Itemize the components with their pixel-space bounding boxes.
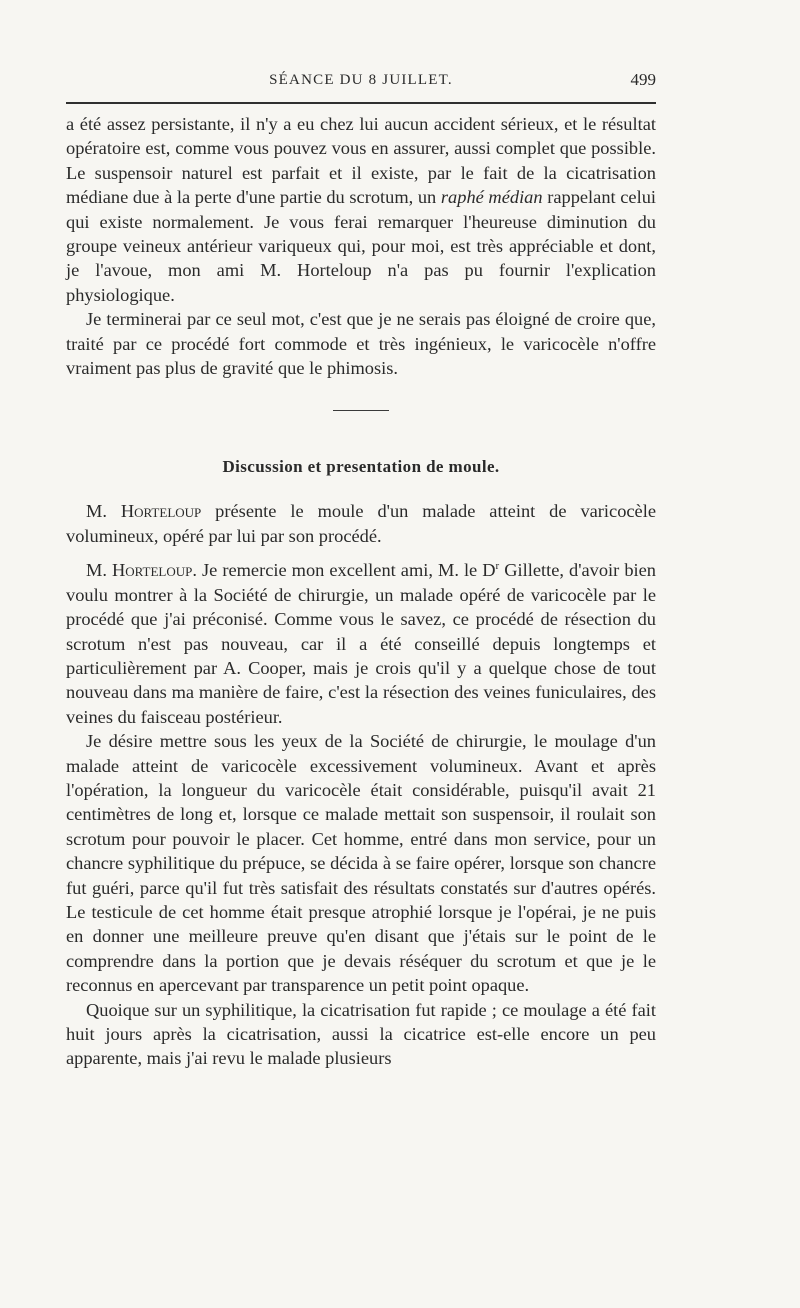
speaker-name: Horteloup bbox=[111, 560, 193, 581]
page-number: 499 bbox=[630, 70, 656, 89]
running-header bbox=[66, 72, 656, 96]
header-rule bbox=[66, 102, 656, 104]
book-page bbox=[66, 72, 656, 1071]
paragraph-5: Je désire mettre sous les yeux de la Société de chirurgie, le moulage d'un malade atteint de varicocèle excessivement volumineux. Avant et après l'opération, la longueur du varicocèle était considérable, puisqu'il avait 21 centimètres de long et, lorsque ce malade mettait son suspensoir, il roulait son scrotum pour pouvoir le placer. Cet homme, entré dans mon service, pour un chancre syphilitique du prépuce, se décida à se faire opérer, lorsque son chancre fut guéri, parce qu'il fut très satisfait des résultats constatés sur d'autres opérés. Le testicule de cet homme était presque atrophié lorsque je l'opérai, je ne puis en donner une meilleure preuve qu'en disant que j'étais sur le point de le comprendre dans la portion que je devais réséquer du scrotum et que je le reconnus en apercevant par transparence un petit point opaque. bbox=[66, 731, 656, 996]
paragraph-1-text-a: a été assez persistante, il n'y a eu chez lui aucun accident sérieux, et le résultat opératoire est, comme vous pouvez vous en assurer, aussi complet que possible. Le suspensoir naturel est parfait et il existe, par le fait de la cicatrisation médiane due à la perte d'une partie du scrotum, un bbox=[66, 114, 656, 208]
paragraph-gap bbox=[66, 548, 656, 558]
paragraph-4-prefix: M. bbox=[86, 560, 112, 581]
doctor-abbrev-sup: r bbox=[495, 560, 500, 573]
section-divider bbox=[333, 410, 389, 411]
paragraph-3-text: présente le moule d'un malade atteint de varicocèle volumineux, opéré par lui par son procédé. bbox=[66, 501, 656, 546]
paragraph-3-prefix: M. bbox=[86, 501, 121, 522]
paragraph-3 bbox=[66, 499, 656, 548]
paragraph-1-text-b: rappelant celui qui existe normalement. Je vous ferai remarquer l'heureuse diminution du groupe veineux antérieur variqueux qui, pour moi, est très appréciable et dont, je l'avoue, mon ami M. Horteloup n'a pas pu fournir l'explication physiologique. bbox=[66, 187, 656, 305]
section-heading: Discussion et presentation de moule. bbox=[222, 457, 500, 477]
paragraph-4-text-a: . Je remercie mon excellent ami, M. le D bbox=[192, 560, 496, 581]
paragraph-4-text-b: Gillette, d'avoir bien voulu montrer à la Société de chirurgie, un malade opéré de varicocèle par le procédé que j'ai préconisé. Comme vous le savez, ce procédé de résection du scrotum n'est pas nouveau, car il a été conseillé depuis longtemps et particulièrement par A. Cooper, mais je crois qu'il y a quelque chose de tout nouveau dans ma manière de faire, c'est la résection des veines funiculaires, des veines du faisceau postérieur. bbox=[66, 560, 656, 727]
paragraph-6: Quoique sur un syphilitique, la cicatrisation fut rapide ; ce moulage a été fait huit jours après la cicatrisation, aussi la cicatrice est-elle encore un peu apparente, mais j'ai revu le malade plusieurs bbox=[66, 999, 656, 1069]
running-title: SÉANCE DU 8 JUILLET. bbox=[269, 72, 453, 88]
paragraph-2: Je terminerai par ce seul mot, c'est que je ne serais pas éloigné de croire que, traité par ce procédé fort commode et très ingénieux, le varicocèle n'offre vraiment pas plus de gravité que le phimosis. bbox=[66, 309, 656, 379]
speaker-name: Horteloup bbox=[120, 501, 202, 522]
paragraph-4 bbox=[66, 558, 656, 729]
paragraph-1-italic: raphé médian bbox=[440, 187, 543, 208]
paragraph-1 bbox=[66, 112, 656, 307]
